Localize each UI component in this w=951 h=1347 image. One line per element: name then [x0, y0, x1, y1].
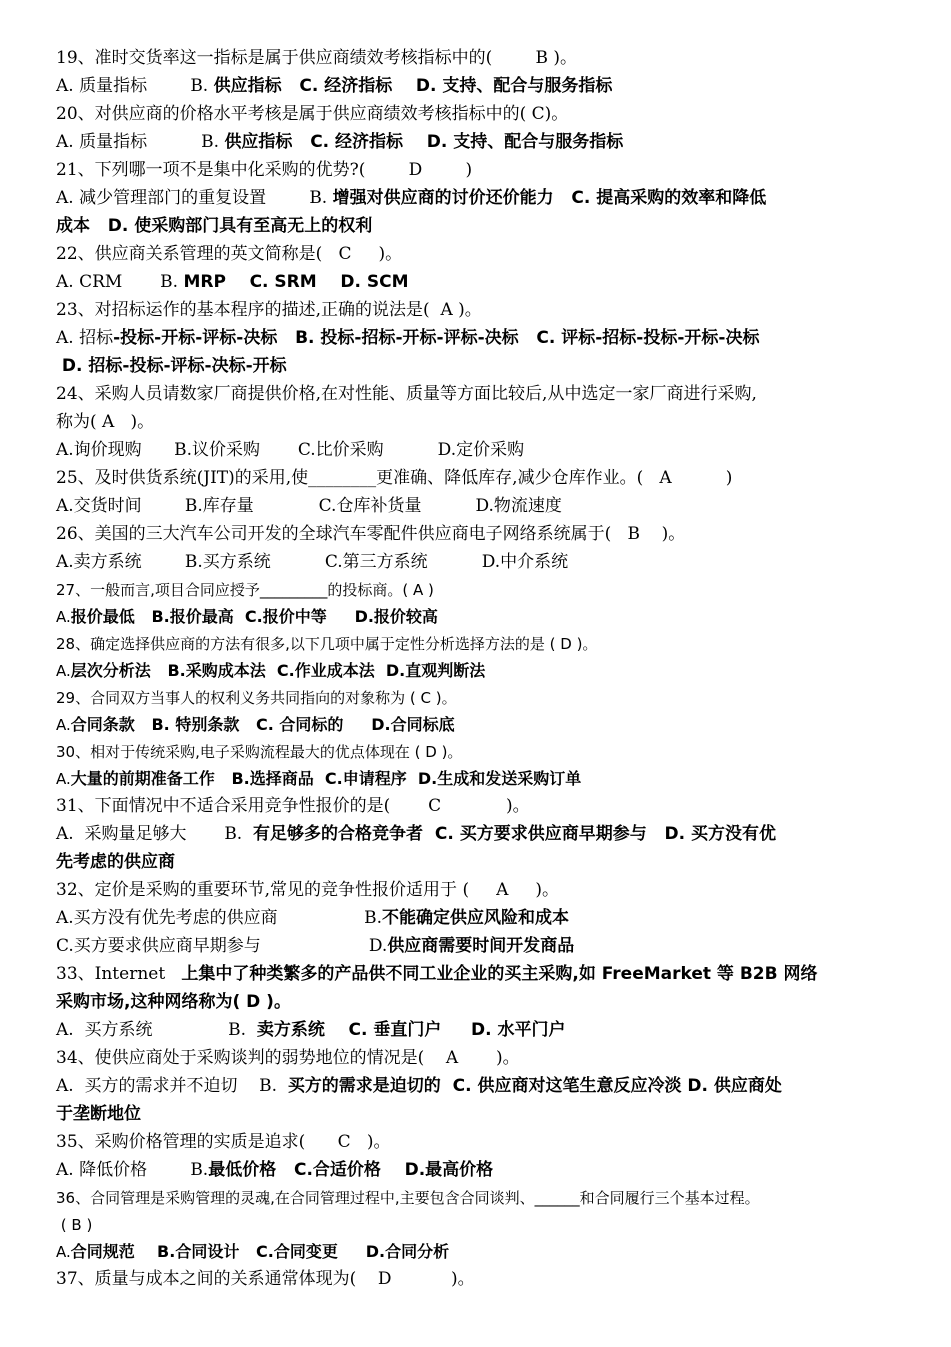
text-line — [56, 268, 896, 296]
text-line — [56, 1156, 896, 1184]
text-line — [56, 876, 896, 904]
line-text: 28、确定选择供应商的方法有很多,以下几项中属于定性分析选择方法的是 ( D )。 — [56, 635, 598, 653]
line-text-bold: D. 招标-投标-评标-决标-开标 — [56, 356, 287, 376]
text-line — [56, 765, 896, 792]
line-text: 26、美国的三大汽车公司开发的全球汽车零配件供应商电子网络系统属于( B )。 — [56, 524, 686, 544]
text-line — [56, 184, 896, 212]
line-text-bold: 增强对供应商的讨价还价能力 C. 提高采购的效率和降低 — [332, 188, 767, 208]
text-line — [56, 380, 896, 408]
line-text: 22、供应商关系管理的英文简称是( C )。 — [56, 244, 403, 264]
line-text: A. 质量指标 B. — [56, 132, 225, 152]
text-line — [56, 72, 896, 100]
text-line — [56, 352, 896, 380]
line-text-bold: 上集中了种类繁多的产品供不同工业企业的买主采购,如 FreeMarket 等 B2B 网络 — [181, 964, 818, 984]
line-text: 21、下列哪一项不是集中化采购的优势?( D ) — [56, 160, 473, 180]
line-text-bold: MRP C. SRM D. SCM — [183, 272, 409, 292]
line-text-bold: 供应商需要时间开发商品 — [387, 936, 575, 956]
text-line — [56, 1265, 896, 1293]
line-text-bold: 采购市场,这种网络称为( D )。 — [56, 992, 291, 1012]
text-line — [56, 1238, 896, 1265]
text-line — [56, 324, 896, 352]
line-text: 30、相对于传统采购,电子采购流程最大的优点体现在 ( D )。 — [56, 743, 463, 761]
text-line — [56, 1211, 896, 1238]
text-line — [56, 128, 896, 156]
line-text-bold: 有足够多的合格竞争者 C. 买方要求供应商早期参与 D. 买方没有优 — [253, 824, 776, 844]
text-line — [56, 296, 896, 324]
line-text: 24、采购人员请数家厂商提供价格,在对性能、质量等方面比较后,从中选定一家厂商进行采购, — [56, 384, 757, 404]
line-text: A.交货时间 B.库存量 C.仓库补货量 D.物流速度 — [56, 496, 562, 516]
text-line — [56, 932, 896, 960]
text-line — [56, 630, 896, 657]
line-text: A. 招标 — [56, 328, 114, 348]
text-line — [56, 548, 896, 576]
line-text: 称为( A )。 — [56, 412, 155, 432]
text-line — [56, 792, 896, 820]
line-text-bold: -投标-开标-评标-决标 B. 投标-招标-开标-评标-决标 C. 评标-招标-投标-开标-决标 — [113, 328, 760, 348]
text-line — [56, 603, 896, 630]
line-text: 25、及时供货系统(JIT)的采用,使________更准确、降低库存,减少仓库作业。( A ) — [56, 468, 733, 488]
line-text-bold: 大量的前期准备工作 B.选择商品 C.申请程序 D.生成和发送采购订单 — [70, 769, 582, 788]
line-text: A. 买方系统 B. — [56, 1020, 257, 1040]
text-line — [56, 44, 896, 72]
text-line — [56, 738, 896, 765]
line-text-bold: 供应指标 C. 经济指标 D. 支持、配合与服务指标 — [213, 76, 613, 96]
line-text-bold: 层次分析法 B.采购成本法 C.作业成本法 D.直观判断法 — [70, 661, 486, 680]
line-text-bold: 成本 D. 使采购部门具有至高无上的权利 — [56, 216, 373, 236]
line-text: A. 质量指标 B. — [56, 76, 214, 96]
text-line — [56, 820, 896, 848]
line-text: 33、Internet — [56, 964, 182, 984]
line-text: C.买方要求供应商早期参与 D. — [56, 936, 388, 956]
line-text-bold: 最低价格 C.合适价格 D.最高价格 — [208, 1160, 494, 1180]
text-line — [56, 657, 896, 684]
text-line — [56, 960, 896, 988]
line-text: 37、质量与成本之间的关系通常体现为( D )。 — [56, 1269, 475, 1289]
line-text: A. CRM B. — [56, 272, 184, 292]
line-text-bold: 买方的需求是迫切的 C. 供应商对这笔生意反应冷淡 D. 供应商处 — [287, 1076, 782, 1096]
text-line — [56, 904, 896, 932]
line-text: A. 买方的需求并不迫切 B. — [56, 1076, 288, 1096]
text-line — [56, 408, 896, 436]
line-text: ( B ) — [56, 1216, 93, 1234]
text-line — [56, 212, 896, 240]
line-text: A. — [56, 608, 71, 626]
line-text-bold: 先考虑的供应商 — [56, 852, 175, 872]
line-text: A. — [56, 662, 71, 680]
line-text-bold: 卖方系统 C. 垂直门户 D. 水平门户 — [256, 1020, 566, 1040]
line-text: 20、对供应商的价格水平考核是属于供应商绩效考核指标中的( C)。 — [56, 104, 569, 124]
line-text: A. 降低价格 B. — [56, 1160, 209, 1180]
text-line — [56, 492, 896, 520]
text-line — [56, 1100, 896, 1128]
line-text-bold: 合同条款 B. 特别条款 C. 合同标的 D.合同标底 — [70, 715, 455, 734]
text-line — [56, 576, 896, 603]
line-text: A.询价现购 B.议价采购 C.比价采购 D.定价采购 — [56, 440, 525, 460]
text-line — [56, 848, 896, 876]
line-text: A. 减少管理部门的重复设置 B. — [56, 188, 333, 208]
line-text: 29、合同双方当事人的权利义务共同指向的对象称为 ( C )。 — [56, 689, 457, 707]
line-text: A.卖方系统 B.买方系统 C.第三方系统 D.中介系统 — [56, 552, 569, 572]
line-text: 23、对招标运作的基本程序的描述,正确的说法是( A )。 — [56, 300, 482, 320]
text-line — [56, 1072, 896, 1100]
text-line — [56, 988, 896, 1016]
document-page — [56, 44, 896, 1293]
text-line — [56, 711, 896, 738]
line-text-bold: 合同规范 B.合同设计 C.合同变更 D.合同分析 — [70, 1242, 450, 1261]
line-text: 31、下面情况中不适合采用竞争性报价的是( C )。 — [56, 796, 530, 816]
line-text-bold: 供应指标 C. 经济指标 D. 支持、配合与服务指标 — [224, 132, 624, 152]
line-text: 19、准时交货率这一指标是属于供应商绩效考核指标中的( B )。 — [56, 48, 578, 68]
line-text: A. — [56, 716, 71, 734]
text-line — [56, 100, 896, 128]
line-text: 35、采购价格管理的实质是追求( C )。 — [56, 1132, 391, 1152]
text-line — [56, 1016, 896, 1044]
text-line — [56, 684, 896, 711]
text-line — [56, 1044, 896, 1072]
line-text: A. — [56, 1243, 71, 1261]
line-text: 32、定价是采购的重要环节,常见的竞争性报价适用于 ( A )。 — [56, 880, 560, 900]
text-line — [56, 156, 896, 184]
line-text-bold: 报价最低 B.报价最高 C.报价中等 D.报价较高 — [70, 607, 438, 626]
line-text: A.买方没有优先考虑的供应商 B. — [56, 908, 383, 928]
line-text: 34、使供应商处于采购谈判的弱势地位的情况是( A )。 — [56, 1048, 520, 1068]
line-text: A. — [56, 770, 71, 788]
text-line — [56, 240, 896, 268]
text-line — [56, 520, 896, 548]
text-line — [56, 1128, 896, 1156]
line-text: A. 采购量足够大 B. — [56, 824, 254, 844]
line-text-bold: 不能确定供应风险和成本 — [382, 908, 570, 928]
line-text: 36、合同管理是采购管理的灵魂,在合同管理过程中,主要包含合同谈判、______和合同履行三个基本过程。 — [56, 1189, 760, 1207]
text-line — [56, 464, 896, 492]
text-line — [56, 436, 896, 464]
text-line — [56, 1184, 896, 1211]
line-text-bold: 于垄断地位 — [56, 1104, 141, 1124]
line-text: 27、一般而言,项目合同应授予_________的投标商。( A ) — [56, 581, 434, 599]
